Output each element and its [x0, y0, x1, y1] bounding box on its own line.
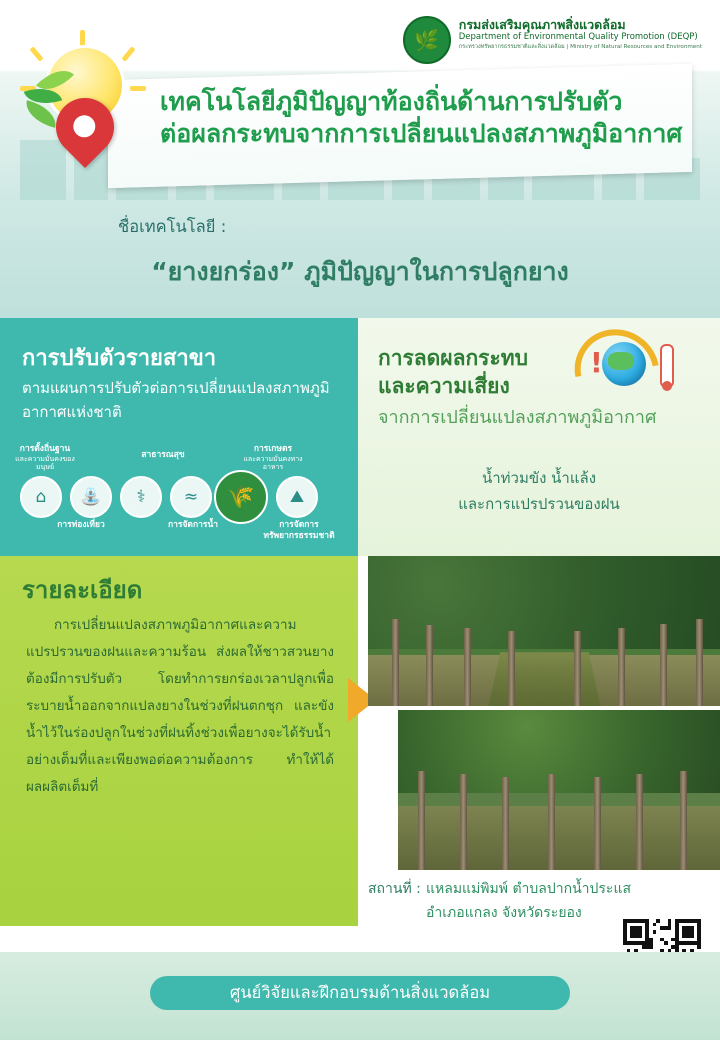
globe-icon: [602, 342, 646, 386]
ray-icon: [121, 46, 135, 61]
headline-ribbon: [108, 64, 692, 188]
sector-icons-row: [14, 444, 346, 548]
headline-line-2: ต่อผลกระทบจากการเปลี่ยนแปลงสภาพภูมิอากาศ: [160, 119, 683, 148]
technology-name-band: [0, 200, 720, 318]
details-title: รายละเอียด: [22, 576, 143, 604]
org-name-en: Department of Environmental Quality Promotion (DEQP): [458, 32, 698, 43]
org-ministry: กระทรวงทรัพยากรธรรมชาติและสิ่งแวดล้อม | Ministry of Natural Resources and Environment: [458, 43, 702, 50]
settlement-icon: ⌂: [20, 476, 62, 518]
technology-name-value: “ยางยกร่อง” ภูมิปัญญาในการปลูกยาง: [151, 257, 569, 286]
sector-label-tourism: การท่องเที่ยว: [57, 520, 105, 530]
sector-panel-subtitle: ตามแผนการปรับตัวต่อการเปลี่ยนแปลงสภาพภูมิอากาศแห่งชาติ: [22, 379, 330, 421]
location-line-1: แหลมแม่พิมพ์ ตำบลปากน้ำประแส: [426, 881, 632, 897]
ray-icon: [80, 30, 85, 46]
rubber-plantation-photo-bottom: [398, 710, 720, 870]
sector-panel-title: การปรับตัวรายสาขา: [22, 346, 217, 371]
footer-text: ศูนย์วิจัยและฝึกอบรมด้านสิ่งแวดล้อม: [229, 983, 491, 1002]
impact-title-line-1: การลดผลกระทบ: [378, 346, 528, 370]
natural-resource-icon: ⛰: [276, 476, 318, 518]
rubber-plantation-photo-top: [368, 556, 720, 706]
impact-risk-line-2: และการแปรปรวนของฝน: [458, 495, 620, 513]
sector-label-agriculture: การเกษตร และความมั่นคงทางอาหาร: [243, 444, 303, 472]
organization-text: [459, 16, 702, 51]
sector-label-natural-resource: การจัดการ ทรัพยากรธรรมชาติ: [263, 520, 335, 541]
impact-risk-line-1: น้ำท่วมขัง น้ำแล้ง: [481, 469, 597, 487]
organization-logo: [403, 16, 702, 64]
ray-icon: [130, 86, 146, 91]
org-name-th: กรมส่งเสริมคุณภาพสิ่งแวดล้อม: [458, 17, 626, 32]
sector-label-settlement: การตั้งถิ่นฐาน และความมั่นคงของมนุษย์: [15, 444, 75, 472]
tourism-icon: ⛲: [70, 476, 112, 518]
impact-reduction-panel: [358, 318, 720, 556]
water-management-icon: ≈: [170, 476, 212, 518]
footer-pill: [150, 976, 570, 1010]
sector-label-health: สาธารณสุข: [141, 450, 185, 460]
details-panel: [0, 556, 358, 926]
public-health-icon: ⚕: [120, 476, 162, 518]
location-line-2: อำเภอแกลง จังหวัดระยอง: [426, 905, 582, 921]
sector-adaptation-panel: [0, 318, 358, 556]
exclamation-icon: !: [590, 346, 603, 379]
technology-name-label: ชื่อเทคโนโลยี :: [118, 217, 227, 236]
lightbulb-pin-graphic: [22, 42, 142, 182]
agriculture-icon: 🌾: [214, 470, 268, 524]
impact-title-line-2: และความเสี่ยง: [378, 374, 510, 398]
details-body: การเปลี่ยนแปลงสภาพภูมิอากาศและความแปรปรวนของฝนและความร้อน ส่งผลให้ชาวสวนยางต้องมีการปรับตัว โดยทำการยกร่องเวลาปลูกเพื่อระบายน้ำออกจากแปลงยางในช่วงที่ฝนตกชุก และขังน้ำไว้ในร่องปลูกในช่วงที่ฝนทิ้งช่วงเพื่อยางจะได้รับน้ำอย่างเต็มที่และเพียงพอต่อความต้องการ ทำให้ได้ผลผลิตเต็มที่: [26, 617, 334, 795]
headline-line-1: เทคโนโลยีภูมิปัญญาท้องถิ่นด้านการปรับตัว: [160, 87, 623, 116]
leaf-globe-icon: 🌿: [403, 16, 451, 64]
sector-label-water: การจัดการน้ำ: [167, 520, 219, 530]
thermometer-icon: [660, 344, 674, 388]
location-label: สถานที่ :: [368, 881, 421, 897]
ray-icon: [29, 46, 43, 61]
header-band: [0, 0, 720, 200]
impact-title-line-3: จากการเปลี่ยนแปลงสภาพภูมิอากาศ: [378, 407, 657, 428]
